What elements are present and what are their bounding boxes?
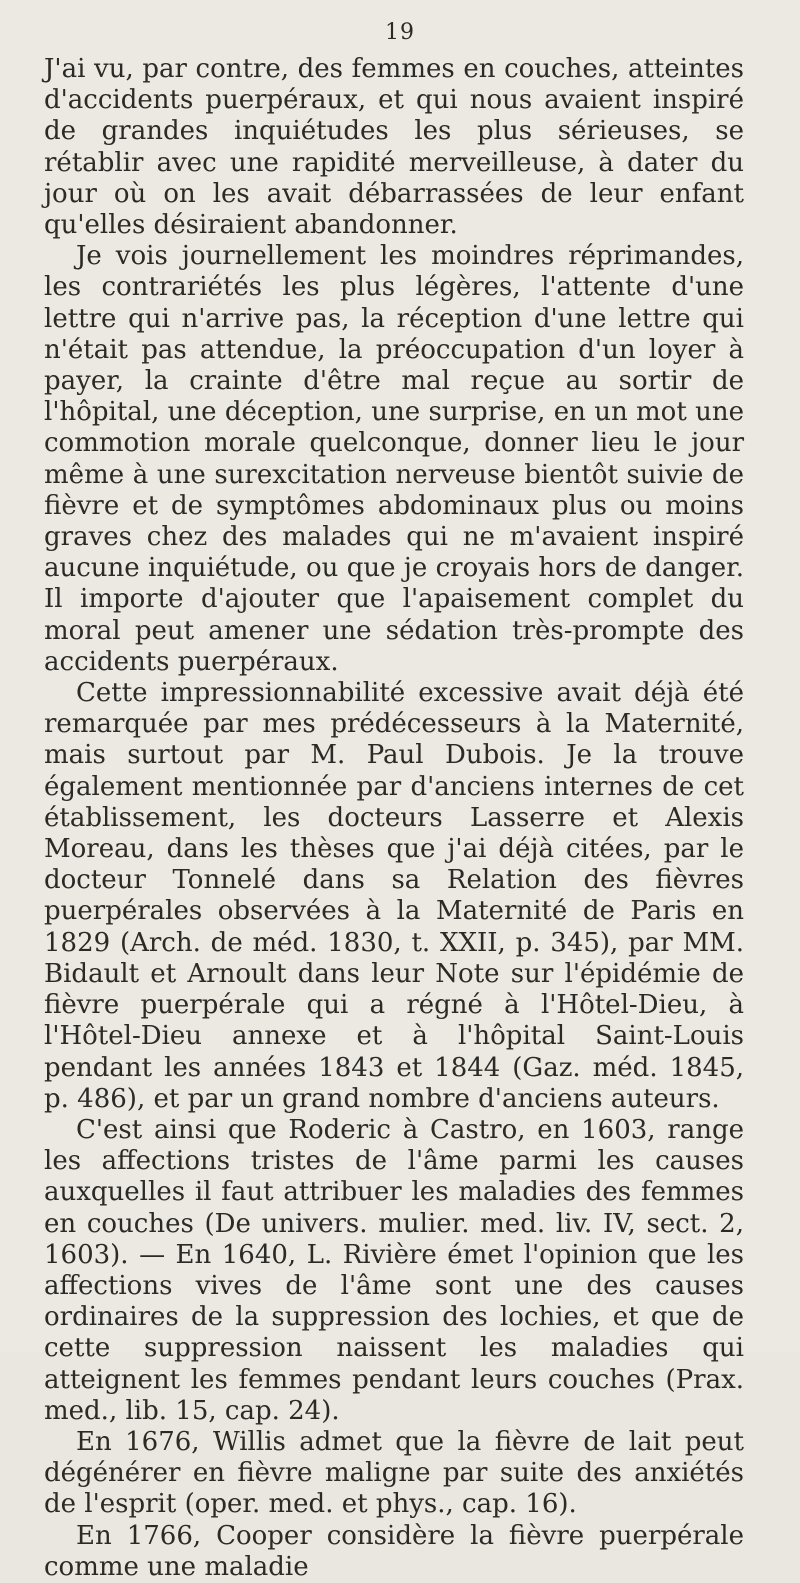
paragraph: C'est ainsi que Roderic à Castro, en 1603, range les affections tristes de l'âme parmi les causes auxquelles il faut attribuer les maladies des femmes en couches (De univers. mulier. med. liv. IV, sect. 2, 1603). — En 1640, L. Rivière émet l'opinion que les affections vives de l'âme sont une des causes ordinaires de la suppression des lochies, et que de cette suppression naissent les maladies qui atteignent les femmes pendant leurs couches (Prax. med., lib. 15, cap. 24). bbox=[44, 1114, 744, 1426]
paragraph: En 1766, Cooper considère la fièvre puerpérale comme une maladie bbox=[44, 1520, 744, 1582]
paragraph: En 1676, Willis admet que la fièvre de lait peut dégénérer en fièvre maligne par suite des anxiétés de l'esprit (oper. med. et phys., cap. 16). bbox=[44, 1426, 744, 1520]
page-number: 19 bbox=[385, 20, 415, 45]
paragraph: J'ai vu, par contre, des femmes en couches, atteintes d'accidents puerpéraux, et qui nous avaient inspiré de grandes inquiétudes les plus sérieuses, se rétablir avec une rapidité merveilleuse, à dater du jour où on les avait débarrassées de leur enfant qu'elles désiraient abandonner. bbox=[44, 54, 744, 241]
paragraph: Je vois journellement les moindres réprimandes, les contrariétés les plus légères, l'attente d'une lettre qui n'arrive pas, la réception d'une lettre qui n'était pas attendue, la préoccupation d'un loyer à payer, la crainte d'être mal reçue au sortir de l'hôpital, une déception, une surprise, en un mot une commotion morale quelconque, donner lieu le jour même à une surexcitation nerveuse bientôt suivie de fièvre et de symptômes abdominaux plus ou moins graves chez des malades qui ne m'avaient inspiré aucune inquiétude, ou que je croyais hors de danger. Il importe d'ajouter que l'apaisement complet du moral peut amener une sédation très-prompte des accidents puerpéraux. bbox=[44, 241, 744, 677]
body-text bbox=[44, 54, 744, 1583]
paragraph: Cette impressionnabilité excessive avait déjà été remarquée par mes prédécesseurs à la Maternité, mais surtout par M. Paul Dubois. Je la trouve également mentionnée par d'anciens internes de cet établissement, les docteurs Lasserre et Alexis Moreau, dans les thèses que j'ai déjà citées, par le docteur Tonnelé dans sa Relation des fièvres puerpérales observées à la Maternité de Paris en 1829 (Arch. de méd. 1830, t. XXII, p. 345), par MM. Bidault et Arnoult dans leur Note sur l'épidémie de fièvre puerpérale qui a régné à l'Hôtel-Dieu, à l'Hôtel-Dieu annexe et à l'hôpital Saint-Louis pendant les années 1843 et 1844 (Gaz. méd. 1845, p. 486), et par un grand nombre d'anciens auteurs. bbox=[44, 678, 744, 1114]
